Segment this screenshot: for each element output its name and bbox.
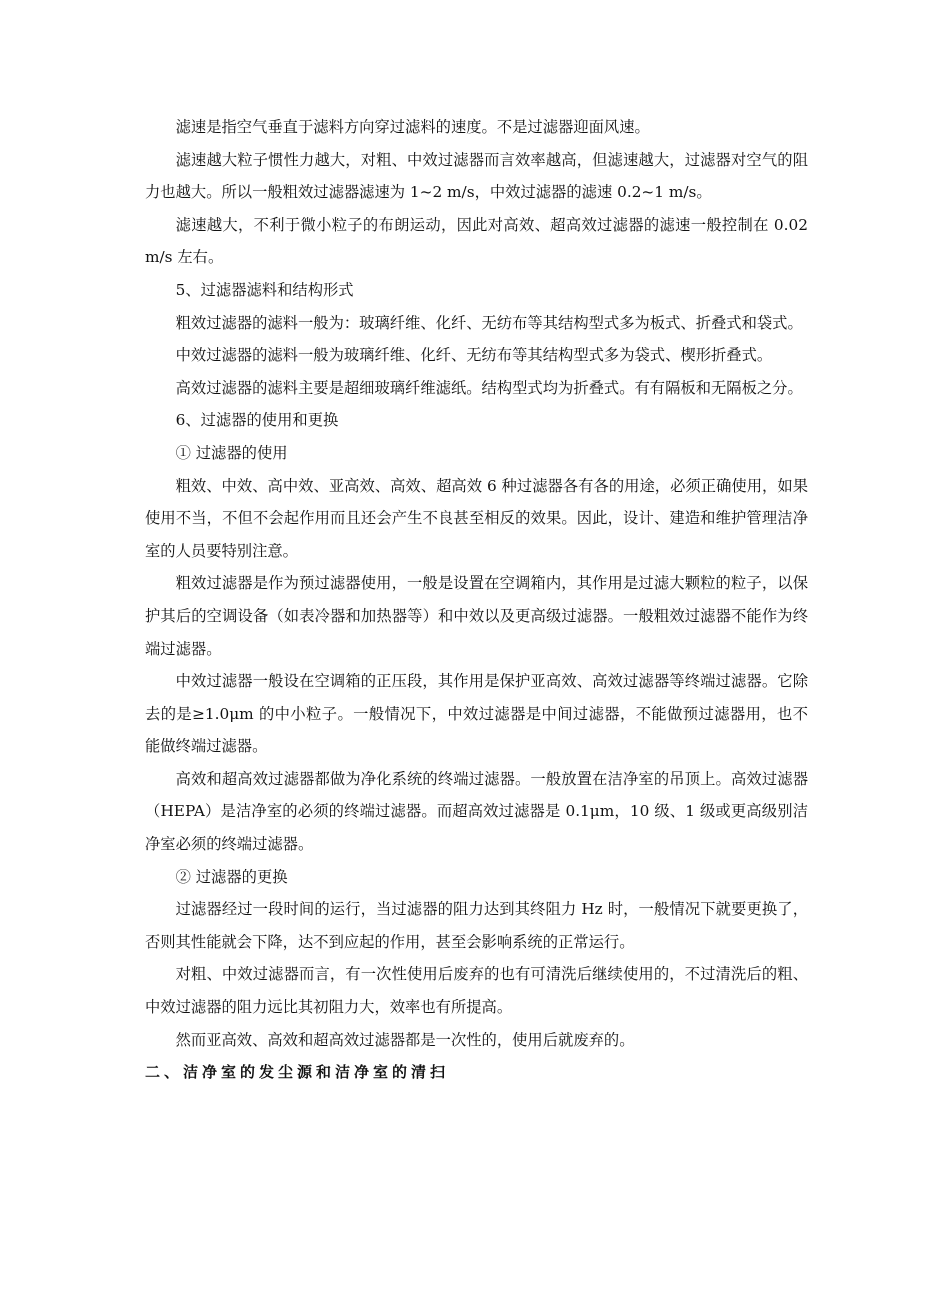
paragraph-filter-types-usage: 粗效、中效、高中效、亚高效、高效、超高效 6 种过滤器各有各的用途，必须正确使用，如果使用不当，不但不会起作用而且还会产生不良甚至相反的效果。因此，设计、建造和维护管理洁净室的人员要特别注意。 — [145, 476, 808, 560]
paragraph-medium-filter-media: 中效过滤器的滤料一般为玻璃纤维、化纤、无纺布等其结构型式多为袋式、楔形折叠式。 — [175, 346, 773, 365]
section-title-dust-sources-cleaning: 二、洁净室的发尘源和洁净室的清扫 — [145, 1063, 450, 1082]
paragraph-medium-filter-usage: 中效过滤器一般设在空调箱的正压段，其作用是保护亚高效、高效过滤器等终端过滤器。它除去的是≥1.0μm 的中小粒子。一般情况下，中效过滤器是中间过滤器，不能做预过滤器用，也不能做终端过滤器。 — [145, 672, 808, 756]
paragraph-replacement-timing: 过滤器经过一段时间的运行，当过滤器的阻力达到其终阻力 Hz 时，一般情况下就要更换了，否则其性能就会下降，达不到应起的作用，甚至会影响系统的正常运行。 — [145, 900, 808, 951]
paragraph-coarse-filter-media: 粗效过滤器的滤料一般为：玻璃纤维、化纤、无纺布等其结构型式多为板式、折叠式和袋式。 — [175, 313, 803, 332]
paragraph-hepa-velocity: 滤速越大，不利于微小粒子的布朗运动，因此对高效、超高效过滤器的滤速一般控制在 0.02 m/s 左右。 — [145, 215, 808, 267]
paragraph-reusable-filters: 对粗、中效过滤器而言，有一次性使用后废弃的也有可清洗后继续使用的，不过清洗后的粗、中效过滤器的阻力远比其初阻力大，效率也有所提高。 — [145, 965, 808, 1017]
subheading-filter-replacement: ② 过滤器的更换 — [175, 867, 288, 886]
subheading-filter-use: ① 过滤器的使用 — [175, 443, 288, 462]
paragraph-hepa-filter-media: 高效过滤器的滤料主要是超细玻璃纤维滤纸。结构型式均为折叠式。有有隔板和无隔板之分。 — [175, 378, 803, 397]
paragraph-filter-velocity-definition: 滤速是指空气垂直于滤料方向穿过滤料的速度。不是过滤器迎面风速。 — [175, 118, 650, 136]
paragraph-hepa-ulpa-usage: 高效和超高效过滤器都做为净化系统的终端过滤器。一般放置在洁净室的吊顶上。高效过滤器（HEPA）是洁净室的必须的终端过滤器。而超高效过滤器是 0.1μm，10 级、1 级或更高级别洁净室必须的终端过滤器。 — [145, 769, 808, 854]
document-body — [145, 111, 808, 1089]
heading-filter-media-structure: 5、过滤器滤料和结构形式 — [175, 280, 354, 299]
heading-filter-use-replacement: 6、过滤器的使用和更换 — [175, 411, 339, 430]
paragraph-disposable-filters: 然而亚高效、高效和超高效过滤器都是一次性的，使用后就废弃的。 — [175, 1030, 635, 1049]
paragraph-coarse-filter-usage: 粗效过滤器是作为预过滤器使用，一般是设置在空调箱内，其作用是过滤大颗粒的粒子，以保护其后的空调设备（如表冷器和加热器等）和中效以及更高级过滤器。一般粗效过滤器不能作为终端过滤器。 — [145, 574, 808, 658]
paragraph-velocity-efficiency: 滤速越大粒子惯性力越大，对粗、中效过滤器而言效率越高，但滤速越大，过滤器对空气的阻力也越大。所以一般粗效过滤器滤速为 1~2 m/s，中效过滤器的滤速 0.2~1 m/s。 — [145, 150, 808, 202]
